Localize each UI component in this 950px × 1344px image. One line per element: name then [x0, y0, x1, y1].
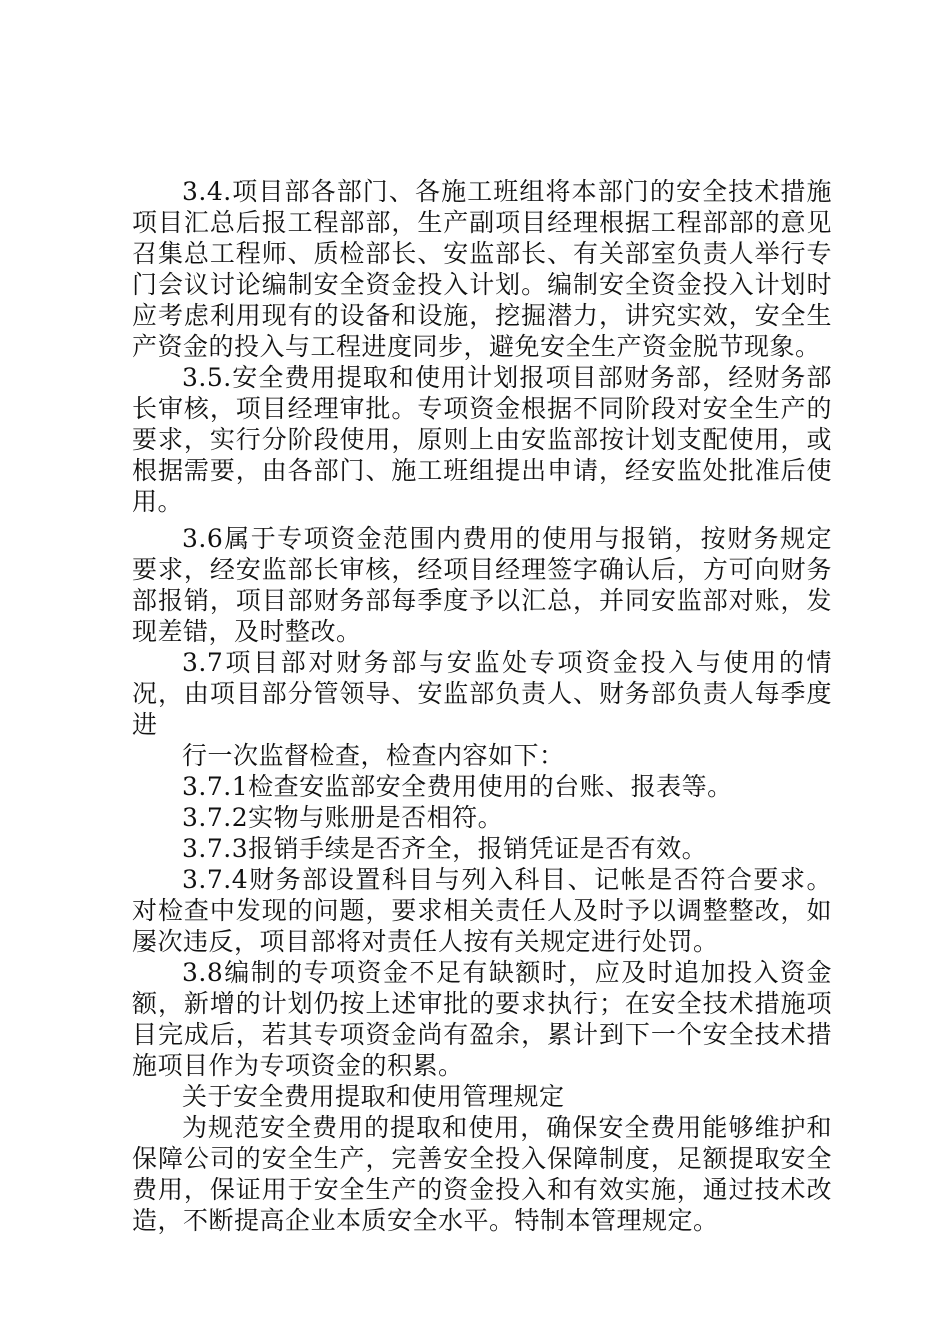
document-body — [132, 176, 832, 1236]
paragraph-3-4: 3.4.项目部各部门、各施工班组将本部门的安全技术措施项目汇总后报工程部部，生产副项目经理根据工程部部的意见召集总工程师、质检部长、安监部长、有关部室负责人举行专门会议讨论编制安全资金投入计划。编制安全资金投入计划时应考虑利用现有的设备和设施，挖掘潜力，讲究实效，安全生产资金的投入与工程进度同步，避免安全生产资金脱节现象。 — [132, 177, 832, 361]
paragraph-3-8: 3.8编制的专项资金不足有缺额时，应及时追加投入资金额，新增的计划仍按上述审批的要求执行；在安全技术措施项目完成后，若其专项资金尚有盈余，累计到下一个安全技术措施项目作为专项资金的积累。 — [132, 958, 832, 1080]
paragraph-3-5: 3.5.安全费用提取和使用计划报项目部财务部，经财务部长审核，项目经理审批。专项资金根据不同阶段对安全生产的要求，实行分阶段使用，原则上由安监部按计划支配使用，或根据需要，由各部门、施工班组提出申请，经安监处批准后使用。 — [132, 363, 832, 516]
paragraph-3-7-1: 3.7.1检查安监部安全费用使用的台账、报表等。 — [182, 772, 733, 801]
paragraph-3-7-4: 3.7.4财务部设置科目与列入科目、记帐是否符合要求。对检查中发现的问题，要求相关责任人及时予以调整整改，如屡次违反，项目部将对责任人按有关规定进行处罚。 — [132, 865, 832, 956]
paragraph-3-7: 3.7项目部对财务部与安监处专项资金投入与使用的情况，由项目部分管领导、安监部负责人、财务部负责人每季度进 — [132, 648, 832, 739]
paragraph-3-7-2: 3.7.2实物与账册是否相符。 — [182, 803, 504, 832]
paragraph-intro: 为规范安全费用的提取和使用，确保安全费用能够维护和保障公司的安全生产，完善安全投入保障制度，足额提取安全费用，保证用于安全生产的资金投入和有效实施，通过技术改造，不断提高企业本质安全水平。特制本管理规定。 — [132, 1113, 832, 1235]
section-heading: 关于安全费用提取和使用管理规定 — [182, 1082, 565, 1111]
paragraph-3-7-continued: 行一次监督检查，检查内容如下： — [182, 741, 565, 770]
paragraph-3-7-3: 3.7.3报销手续是否齐全，报销凭证是否有效。 — [182, 834, 708, 863]
paragraph-3-6: 3.6属于专项资金范围内费用的使用与报销，按财务规定要求，经安监部长审核，经项目经理签字确认后，方可向财务部报销，项目部财务部每季度予以汇总，并同安监部对账，发现差错，及时整改。 — [132, 524, 832, 646]
